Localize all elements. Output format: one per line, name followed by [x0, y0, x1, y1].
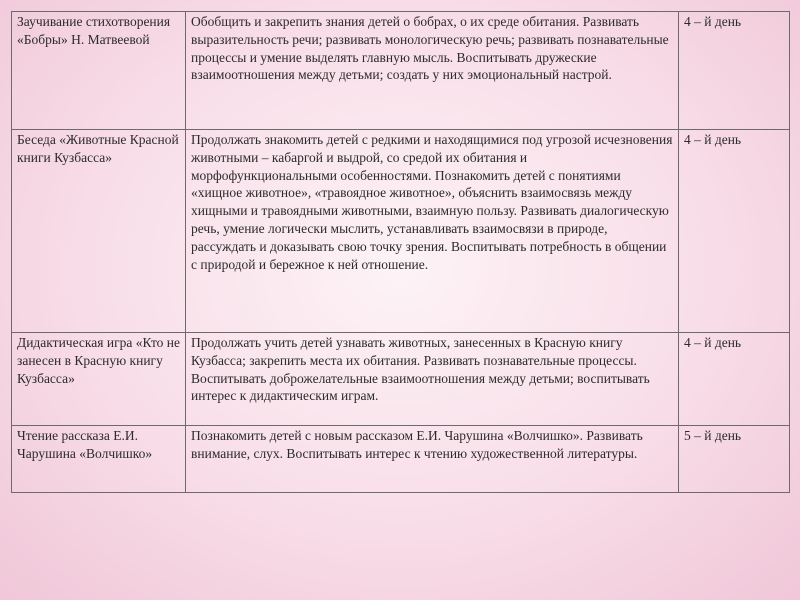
table-row	[12, 426, 790, 493]
goals-cell: Продолжать учить детей узнавать животных, занесенных в Красную книгу Кузбасса; закрепить места их обитания. Развивать познавательные процессы. Воспитывать доброжелательные взаимоотношения между детьми; воспитывать интерес к дидактическим играм.	[186, 333, 679, 426]
activity-cell: Дидактическая игра «Кто не занесен в Красную книгу Кузбасса»	[12, 333, 186, 426]
table-row	[12, 130, 790, 333]
activity-cell: Заучивание стихотворения «Бобры» Н. Матвеевой	[12, 12, 186, 130]
day-cell: 4 – й день	[679, 12, 790, 130]
table-row	[12, 12, 790, 130]
goals-cell: Продолжать знакомить детей с редкими и находящимися под угрозой исчезновения животными – кабаргой и выдрой, со средой их обитания и морфофункциональными особенностями. Познакомить детей с понятиями «хищное животное», «травоядное животное», объяснить взаимосвязь между хищными и травоядными животными, взаимную пользу. Развивать диалогическую речь, умение логически мыслить, устанавливать взаимосвязи в природе, рассуждать и доказывать свою точку зрения. Воспитывать потребность в общении с природой и бережное к ней отношение.	[186, 130, 679, 333]
day-cell: 5 – й день	[679, 426, 790, 493]
activity-cell: Чтение рассказа Е.И. Чарушина «Волчишко»	[12, 426, 186, 493]
goals-cell: Познакомить детей с новым рассказом Е.И. Чарушина «Волчишко». Развивать внимание, слух. Воспитывать интерес к чтению художественной литературы.	[186, 426, 679, 493]
goals-cell: Обобщить и закрепить знания детей о бобрах, о их среде обитания. Развивать выразительность речи; развивать монологическую речь; развивать познавательные процессы и умение выделять главную мысль. Воспитывать дружеские взаимоотношения между детьми; создать у них эмоциональный настрой.	[186, 12, 679, 130]
activity-cell: Беседа «Животные Красной книги Кузбасса»	[12, 130, 186, 333]
activity-plan-table	[11, 11, 790, 493]
table-row	[12, 333, 790, 426]
day-cell: 4 – й день	[679, 333, 790, 426]
day-cell: 4 – й день	[679, 130, 790, 333]
